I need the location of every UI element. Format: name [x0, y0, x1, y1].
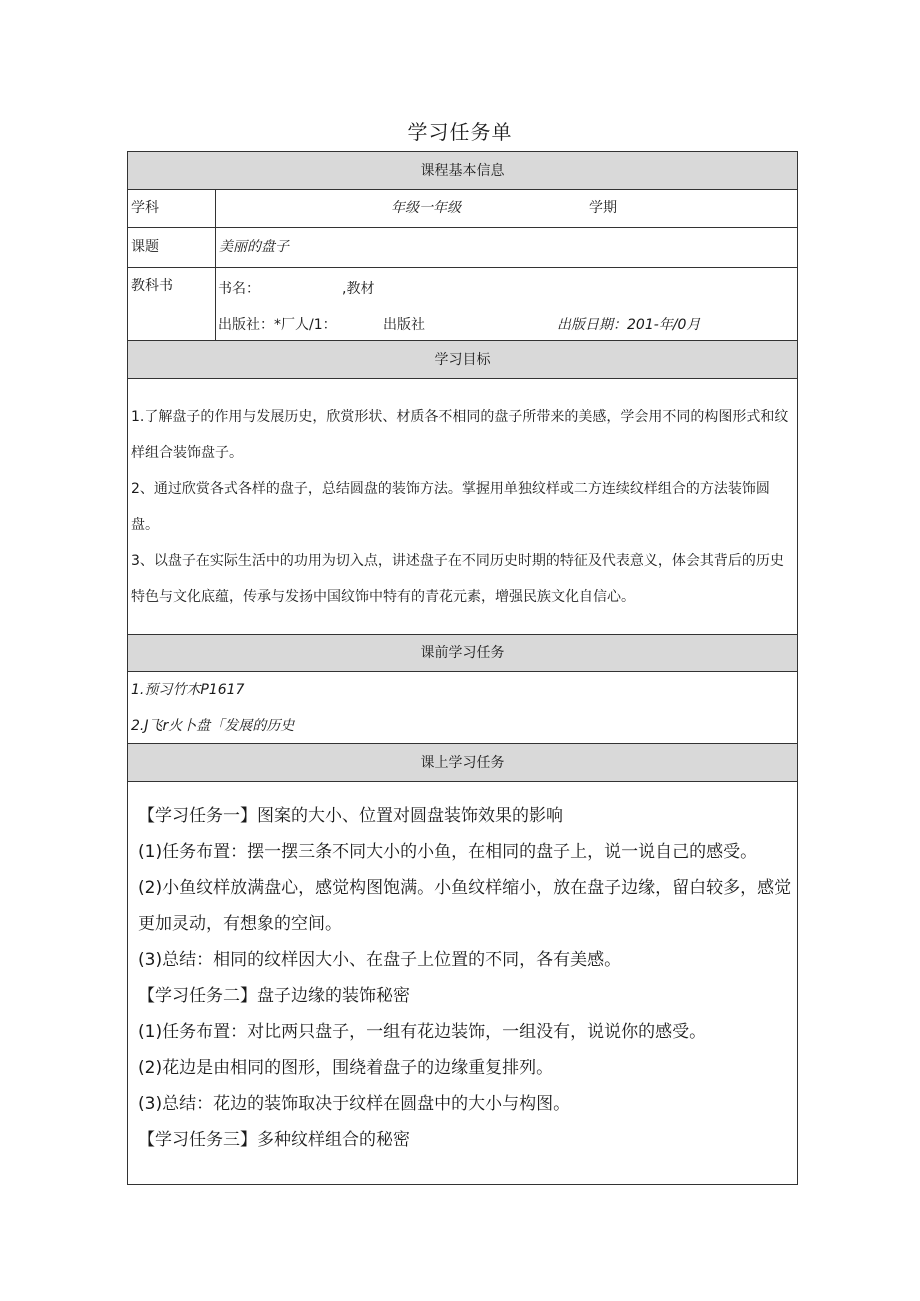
publisher-label: 出版社：*厂人/1： — [218, 317, 337, 333]
task-1-step-2: (2)小鱼纹样放满盘心，感觉构图饱满。小鱼纹样缩小，放在盘子边缘，留白较多，感觉更加灵动，有想象的空间。 — [138, 878, 792, 934]
textbook-label: 教科书 — [128, 268, 216, 340]
page-title: 学习任务单 — [407, 120, 513, 144]
basic-info-header: 课程基本信息 — [128, 152, 797, 190]
task-1-step-1: (1)任务布置：摆一摆三条不同大小的小鱼，在相同的盘子上，说一说自己的感受。 — [138, 842, 758, 862]
task-2-step-2: (2)花边是由相同的图形，围绕着盘子的边缘重复排列。 — [138, 1058, 554, 1078]
publication-date: 出版日期：201-年/0月 — [557, 317, 701, 333]
book-name-label: 书名： — [218, 281, 260, 297]
task-1-summary: (3)总结：相同的纹样因大小、在盘子上位置的不同，各有美感。 — [138, 950, 622, 970]
pre-class-header: 课前学习任务 — [128, 635, 797, 672]
goal-item-3: 3、以盘子在实际生活中的功用为切入点，讲述盘子在不同历史时期的特征及代表意义，体会其背后的历史特色与文化底蕴，传承与发扬中国纹饰中特有的青花元素，增强民族文化自信心。 — [131, 553, 784, 605]
task-2-step-1: (1)任务布置：对比两只盘子，一组有花边装饰，一组没有，说说你的感受。 — [138, 1022, 707, 1042]
topic-row — [128, 228, 797, 268]
in-class-header: 课上学习任务 — [128, 744, 797, 782]
textbook-row — [128, 268, 797, 341]
grade-text: 年级一年级 — [391, 200, 461, 216]
task-3-heading: 【学习任务三】多种纹样组合的秘密 — [138, 1130, 410, 1150]
goal-item-1: 1.了解盘子的作用与发展历史，欣赏形状、材质各不相同的盘子所带来的美感，学会用不同的构图形式和纹样组合装饰盘子。 — [131, 409, 789, 461]
task-table — [127, 151, 798, 1185]
subject-label: 学科 — [128, 190, 216, 227]
in-class-body — [128, 782, 797, 1184]
subject-row — [128, 190, 797, 228]
pre-class-item-2: 2.J飞r火卜盘「发展的历史 — [131, 718, 295, 734]
pre-class-item-1: 1.预习竹木P1617 — [131, 682, 245, 698]
goals-body — [128, 379, 797, 635]
topic-label: 课题 — [128, 228, 216, 267]
publisher-name: 出版社 — [383, 317, 425, 333]
pre-class-body — [128, 672, 797, 744]
task-2-summary: (3)总结：花边的装饰取决于纹样在圆盘中的大小与构图。 — [138, 1094, 571, 1114]
book-name-suffix: ,教材 — [342, 281, 375, 297]
term-label: 学期 — [589, 200, 617, 216]
task-2-heading: 【学习任务二】盘子边缘的装饰秘密 — [138, 986, 410, 1006]
subject-cell — [217, 190, 797, 227]
goals-header: 学习目标 — [128, 341, 797, 379]
goal-item-2: 2、通过欣赏各式各样的盘子，总结圆盘的装饰方法。掌握用单独纹样或二方连续纹样组合的方法装饰圆盘。 — [131, 481, 770, 533]
topic-value: 美丽的盘子 — [219, 239, 289, 255]
textbook-cell — [217, 268, 797, 340]
task-1-heading: 【学习任务一】图案的大小、位置对圆盘装饰效果的影响 — [138, 806, 563, 826]
